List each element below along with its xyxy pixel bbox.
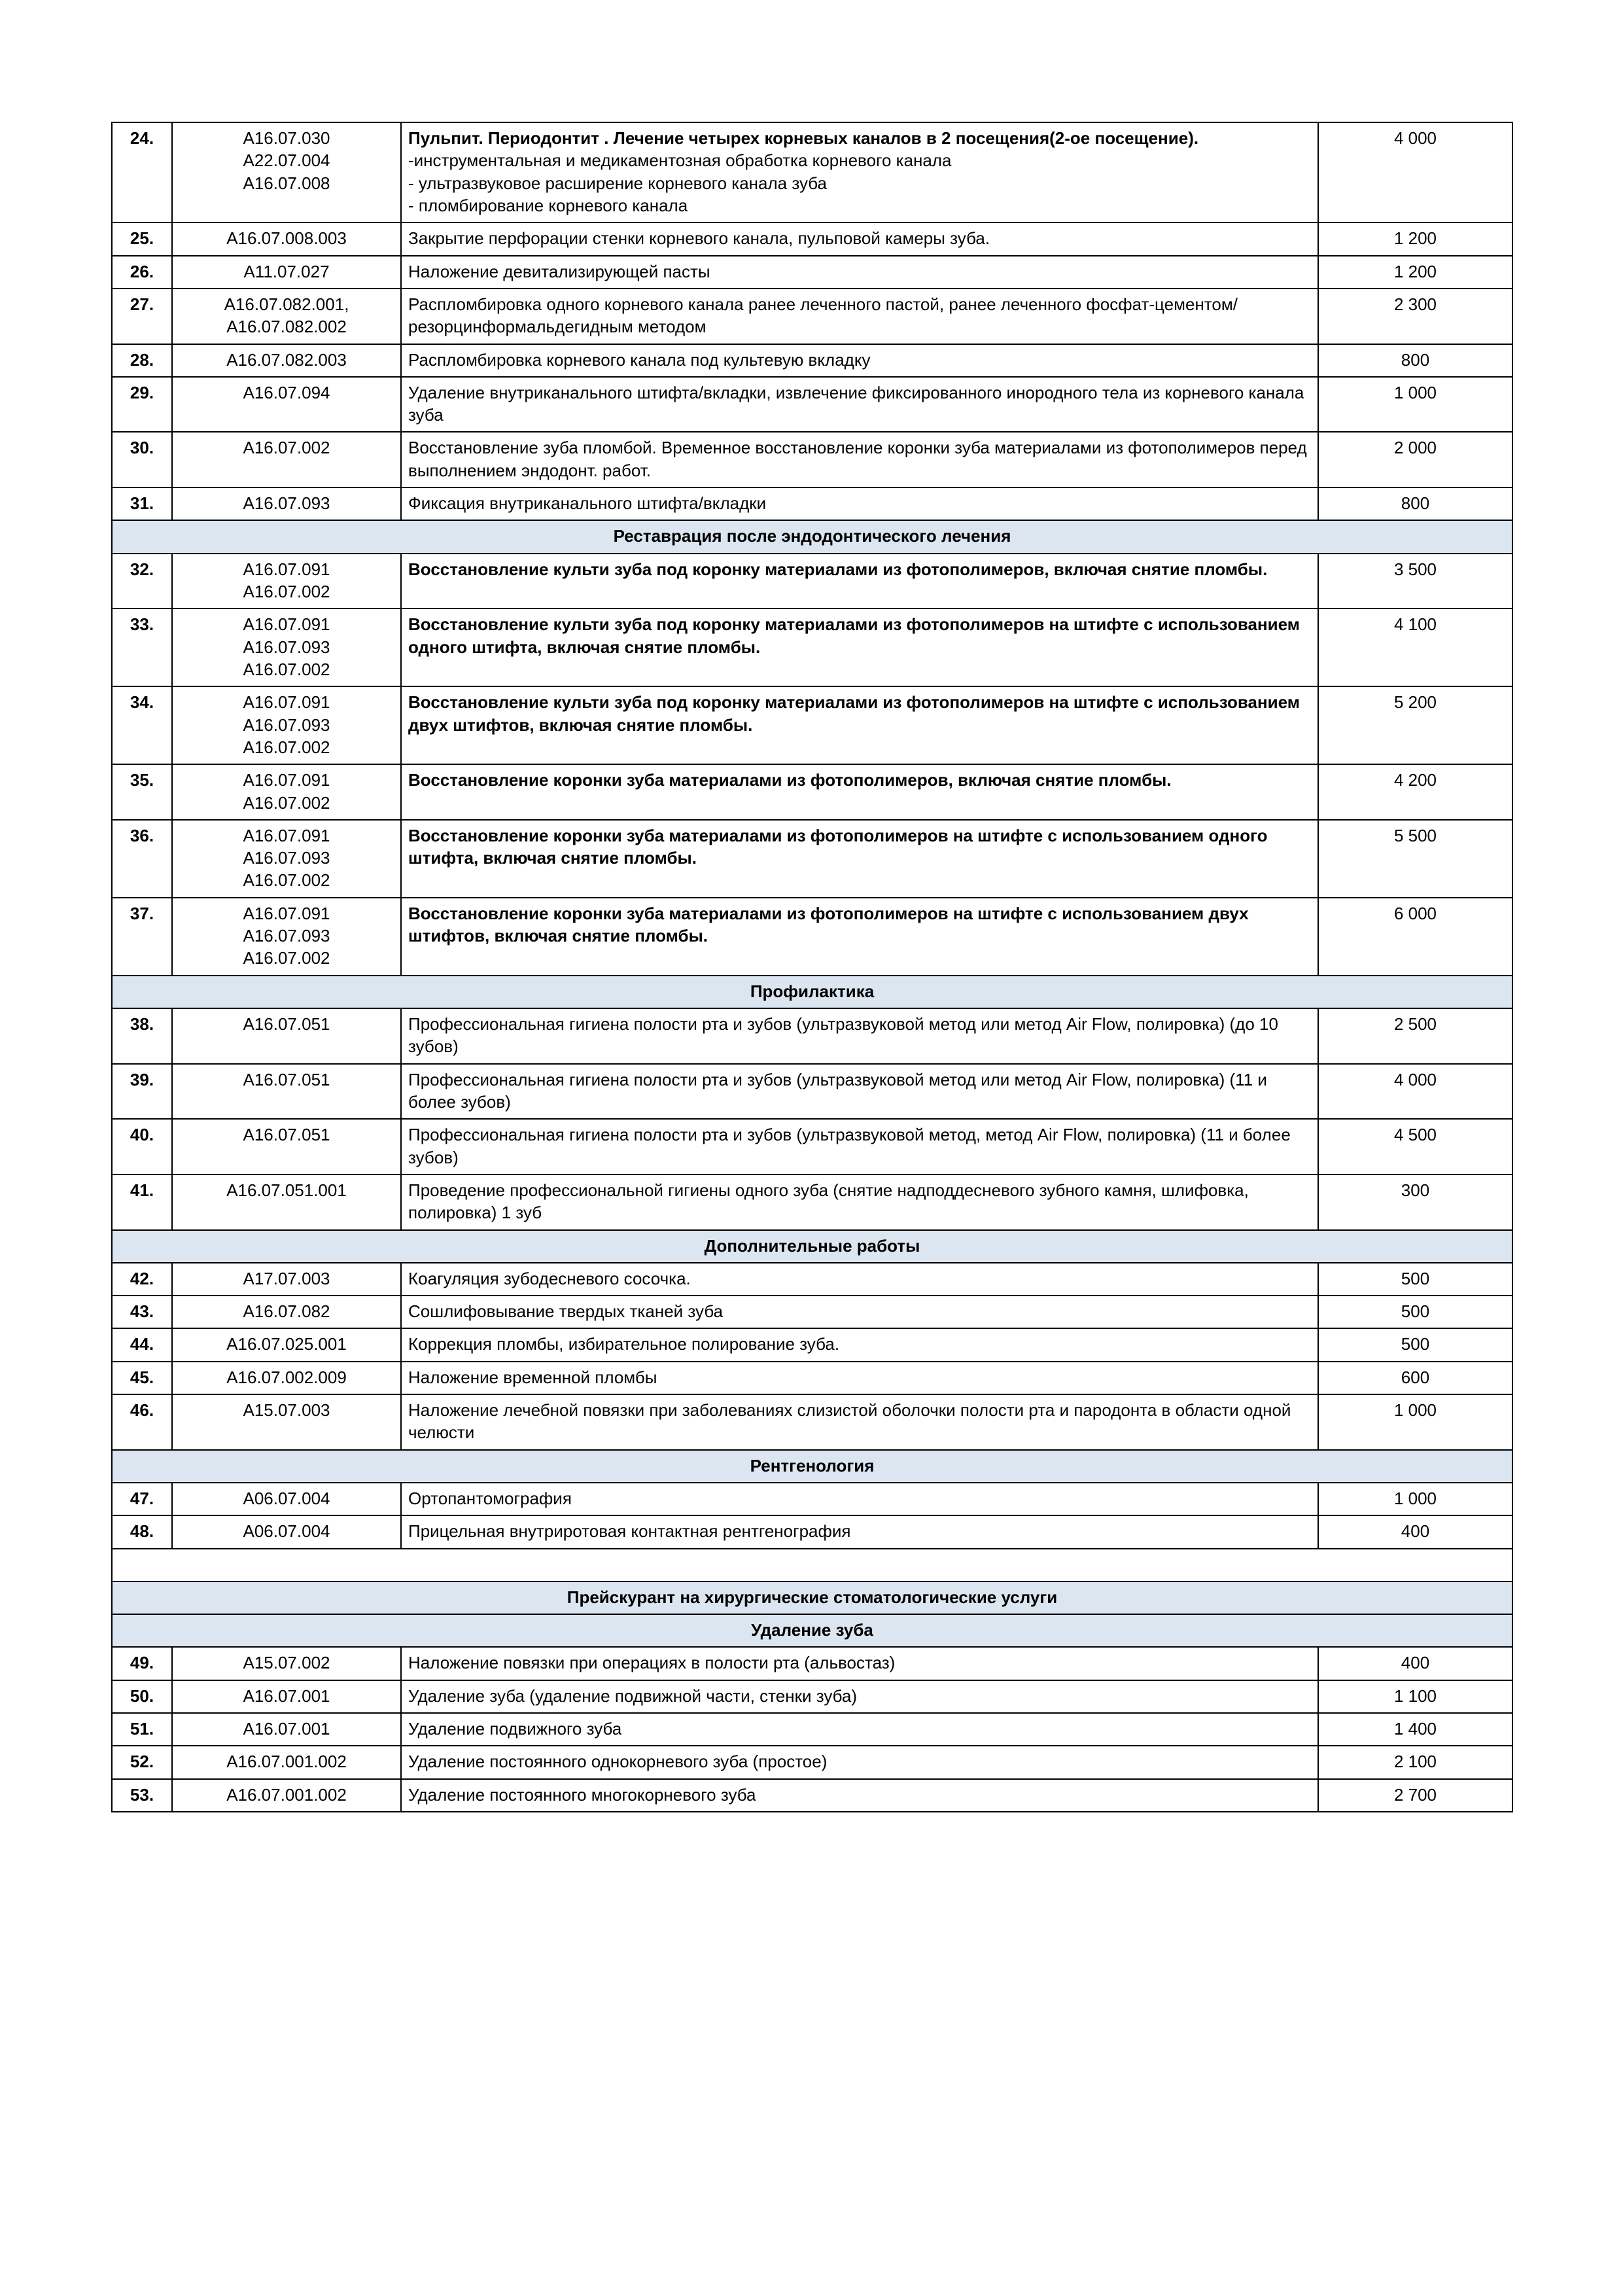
row-number: 27. bbox=[112, 289, 172, 344]
service-name-detail: -инструментальная и медикаментозная обработка корневого канала bbox=[408, 150, 952, 171]
service-name-main: Профессиональная гигиена полости рта и зубов (ультразвуковой метод или метод Air Flow, полировка) (до 10 зубов) bbox=[408, 1014, 1278, 1057]
service-price: 500 bbox=[1318, 1263, 1512, 1296]
table-row bbox=[112, 1394, 1512, 1450]
section-title: Рентгенология bbox=[112, 1450, 1512, 1483]
service-code-line: A16.07.002 bbox=[243, 737, 330, 757]
spacer-cell bbox=[112, 1549, 1512, 1581]
service-price: 1 000 bbox=[1318, 377, 1512, 433]
service-code-line: A16.07.051 bbox=[243, 1125, 330, 1145]
service-code-line: A16.07.025.001 bbox=[226, 1334, 347, 1354]
price-list-table bbox=[111, 122, 1513, 1812]
row-number: 32. bbox=[112, 554, 172, 609]
service-price: 800 bbox=[1318, 344, 1512, 377]
row-number: 29. bbox=[112, 377, 172, 433]
service-name-main: Фиксация внутриканального штифта/вкладки bbox=[408, 493, 767, 514]
row-number: 25. bbox=[112, 222, 172, 255]
row-number: 47. bbox=[112, 1483, 172, 1515]
row-number: 26. bbox=[112, 256, 172, 289]
service-name-main: Пульпит. Периодонтит . Лечение четырех корневых каналов в 2 посещения(2-ое посещение). bbox=[408, 128, 1199, 148]
table-row bbox=[112, 820, 1512, 898]
service-name-main: Удаление постоянного многокорневого зуба bbox=[408, 1784, 756, 1805]
row-number: 43. bbox=[112, 1296, 172, 1328]
service-code bbox=[172, 1515, 401, 1548]
service-name bbox=[401, 1746, 1318, 1778]
service-price: 3 500 bbox=[1318, 554, 1512, 609]
service-name bbox=[401, 1779, 1318, 1812]
service-code bbox=[172, 609, 401, 686]
table-row bbox=[112, 222, 1512, 255]
service-price: 1 200 bbox=[1318, 256, 1512, 289]
service-price: 1 400 bbox=[1318, 1713, 1512, 1746]
table-row bbox=[112, 1064, 1512, 1120]
service-code-line: A06.07.004 bbox=[243, 1489, 330, 1508]
service-code bbox=[172, 256, 401, 289]
row-number: 48. bbox=[112, 1515, 172, 1548]
service-price: 6 000 bbox=[1318, 898, 1512, 976]
price-list-body bbox=[112, 122, 1512, 1812]
service-code bbox=[172, 1394, 401, 1450]
service-name-main: Восстановление коронки зуба материалами из фотополимеров, включая снятие пломбы. bbox=[408, 770, 1172, 790]
service-price: 4 500 bbox=[1318, 1119, 1512, 1174]
service-code-line: A16.07.091 bbox=[243, 692, 330, 713]
service-name-main: Восстановление зуба пломбой. Временное восстановление коронки зуба материалами из фотополимеров перед выполнением эндодонт. работ. bbox=[408, 438, 1307, 480]
service-name-detail: - пломбирование корневого канала bbox=[408, 195, 688, 215]
service-name bbox=[401, 1515, 1318, 1548]
table-row bbox=[112, 1483, 1512, 1515]
table-row bbox=[112, 1296, 1512, 1328]
service-code-line: A16.07.002 bbox=[243, 870, 330, 891]
service-code bbox=[172, 898, 401, 976]
service-code-line: A15.07.002 bbox=[243, 1653, 330, 1673]
table-row bbox=[112, 1647, 1512, 1680]
section-header-row bbox=[112, 1614, 1512, 1647]
service-code-line: A16.07.002 bbox=[243, 659, 330, 679]
service-name bbox=[401, 764, 1318, 820]
service-price: 300 bbox=[1318, 1174, 1512, 1230]
service-name-main: Наложение девитализирующей пасты bbox=[408, 261, 710, 281]
service-code bbox=[172, 1647, 401, 1680]
service-name-main: Наложение временной пломбы bbox=[408, 1367, 657, 1387]
service-name bbox=[401, 1362, 1318, 1394]
service-price: 1 000 bbox=[1318, 1483, 1512, 1515]
service-name-main: Проведение профессиональной гигиены одного зуба (снятие надподдесневого зубного камня, шлифовка, полировка) 1 зуб bbox=[408, 1180, 1249, 1223]
row-number: 45. bbox=[112, 1362, 172, 1394]
service-code-line: A16.07.091 bbox=[243, 770, 330, 790]
service-code bbox=[172, 487, 401, 520]
service-price: 2 700 bbox=[1318, 1779, 1512, 1812]
service-name-main: Коррекция пломбы, избирательное полирование зуба. bbox=[408, 1334, 840, 1354]
service-name bbox=[401, 609, 1318, 686]
service-code-line: A16.07.030 bbox=[243, 128, 330, 148]
table-row bbox=[112, 487, 1512, 520]
row-number: 36. bbox=[112, 820, 172, 898]
service-price: 500 bbox=[1318, 1296, 1512, 1328]
service-name bbox=[401, 554, 1318, 609]
section-title: Дополнительные работы bbox=[112, 1230, 1512, 1263]
table-row bbox=[112, 1263, 1512, 1296]
service-name-main: Восстановление культи зуба под коронку материалами из фотополимеров на штифте с использованием одного штифта, включая снятие пломбы. bbox=[408, 614, 1300, 657]
service-name bbox=[401, 1174, 1318, 1230]
service-name bbox=[401, 1008, 1318, 1064]
service-name bbox=[401, 256, 1318, 289]
service-code-line: A16.07.002 bbox=[243, 948, 330, 968]
service-name bbox=[401, 1064, 1318, 1120]
service-code bbox=[172, 1483, 401, 1515]
service-price: 400 bbox=[1318, 1647, 1512, 1680]
service-name bbox=[401, 289, 1318, 344]
service-name bbox=[401, 1296, 1318, 1328]
service-code-line: A16.07.091 bbox=[243, 903, 330, 923]
service-name-main: Удаление подвижного зуба bbox=[408, 1718, 622, 1739]
row-number: 24. bbox=[112, 122, 172, 222]
table-row bbox=[112, 344, 1512, 377]
table-row bbox=[112, 1680, 1512, 1713]
service-name-detail: - ультразвуковое расширение корневого канала зуба bbox=[408, 173, 828, 193]
row-number: 49. bbox=[112, 1647, 172, 1680]
table-row bbox=[112, 1779, 1512, 1812]
row-number: 31. bbox=[112, 487, 172, 520]
table-row bbox=[112, 432, 1512, 487]
section-header-row bbox=[112, 1450, 1512, 1483]
table-row bbox=[112, 898, 1512, 976]
service-name-main: Восстановление культи зуба под коронку материалами из фотополимеров, включая снятие пломбы. bbox=[408, 559, 1268, 579]
service-code bbox=[172, 1008, 401, 1064]
service-code bbox=[172, 344, 401, 377]
row-number: 37. bbox=[112, 898, 172, 976]
service-code-line: A16.07.091 bbox=[243, 614, 330, 635]
service-code-line: A16.07.051 bbox=[243, 1069, 330, 1089]
service-name-main: Коагуляция зубодесневого сосочка. bbox=[408, 1268, 691, 1288]
service-name-main: Наложение повязки при операциях в полости рта (альвостаз) bbox=[408, 1653, 896, 1673]
service-code-line: A16.07.082.003 bbox=[226, 349, 347, 370]
service-code-line: A16.07.002 bbox=[243, 438, 330, 458]
service-name bbox=[401, 487, 1318, 520]
service-code-line: A16.07.051 bbox=[243, 1014, 330, 1034]
service-name-main: Удаление зуба (удаление подвижной части, стенки зуба) bbox=[408, 1686, 858, 1706]
service-price: 1 200 bbox=[1318, 222, 1512, 255]
service-price: 1 100 bbox=[1318, 1680, 1512, 1713]
table-row bbox=[112, 764, 1512, 820]
section-title: Прейскурант на хирургические стоматологические услуги bbox=[112, 1581, 1512, 1614]
service-code bbox=[172, 1174, 401, 1230]
table-row bbox=[112, 1746, 1512, 1778]
row-number: 40. bbox=[112, 1119, 172, 1174]
service-name-main: Восстановление коронки зуба материалами из фотополимеров на штифте с использованием двух штифтов, включая снятие пломбы. bbox=[408, 903, 1249, 946]
service-name bbox=[401, 344, 1318, 377]
service-name-main: Профессиональная гигиена полости рта и зубов (ультразвуковой метод, метод Air Flow, полировка) (11 и более зубов) bbox=[408, 1125, 1291, 1167]
row-number: 34. bbox=[112, 686, 172, 764]
service-code-line: A16.07.091 bbox=[243, 825, 330, 845]
service-name bbox=[401, 1394, 1318, 1450]
service-code bbox=[172, 1119, 401, 1174]
table-row bbox=[112, 289, 1512, 344]
service-code-line: A16.07.002.009 bbox=[226, 1367, 347, 1387]
table-row bbox=[112, 1328, 1512, 1361]
service-code-line: A11.07.027 bbox=[243, 261, 330, 281]
service-code bbox=[172, 1064, 401, 1120]
service-name bbox=[401, 1328, 1318, 1361]
table-row bbox=[112, 686, 1512, 764]
service-code bbox=[172, 1779, 401, 1812]
service-price: 2 100 bbox=[1318, 1746, 1512, 1778]
service-code-line: A16.07.001.002 bbox=[226, 1752, 347, 1772]
service-name bbox=[401, 820, 1318, 898]
service-name bbox=[401, 1647, 1318, 1680]
service-code-line: A16.07.002 bbox=[243, 792, 330, 813]
service-name-main: Удаление внутриканального штифта/вкладки, извлечение фиксированного инородного тела из корневого канала зуба bbox=[408, 382, 1304, 425]
service-code-line: A16.07.008.003 bbox=[226, 228, 347, 249]
spacer-row bbox=[112, 1549, 1512, 1581]
service-name bbox=[401, 1483, 1318, 1515]
service-name-main: Наложение лечебной повязки при заболеваниях слизистой оболочки полости рта и пародонта в области одной челюсти bbox=[408, 1400, 1291, 1443]
service-code-line: A06.07.004 bbox=[243, 1521, 330, 1542]
row-number: 28. bbox=[112, 344, 172, 377]
service-code-line: A16.07.093 bbox=[243, 715, 330, 735]
service-code bbox=[172, 820, 401, 898]
service-code bbox=[172, 1263, 401, 1296]
section-header-row bbox=[112, 1230, 1512, 1263]
table-row bbox=[112, 1008, 1512, 1064]
section-header-row bbox=[112, 976, 1512, 1008]
service-price: 5 500 bbox=[1318, 820, 1512, 898]
service-name bbox=[401, 122, 1318, 222]
service-code bbox=[172, 377, 401, 433]
service-price: 2 300 bbox=[1318, 289, 1512, 344]
service-code bbox=[172, 289, 401, 344]
service-code-line: A15.07.003 bbox=[243, 1400, 330, 1421]
table-row bbox=[112, 1174, 1512, 1230]
service-code-line: A16.07.001.002 bbox=[226, 1784, 347, 1805]
service-code-line: A16.07.093 bbox=[243, 848, 330, 868]
service-code-line: A22.07.004 bbox=[243, 150, 330, 171]
service-code bbox=[172, 1328, 401, 1361]
service-code-line: A16.07.001 bbox=[243, 1718, 330, 1739]
row-number: 33. bbox=[112, 609, 172, 686]
service-code-line: A16.07.093 bbox=[243, 637, 330, 657]
section-title: Профилактика bbox=[112, 976, 1512, 1008]
service-code bbox=[172, 764, 401, 820]
service-code-line: A16.07.002 bbox=[243, 582, 330, 601]
table-row bbox=[112, 1515, 1512, 1548]
service-name bbox=[401, 222, 1318, 255]
service-price: 4 000 bbox=[1318, 122, 1512, 222]
service-code bbox=[172, 1680, 401, 1713]
section-title: Реставрация после эндодонтического лечения bbox=[112, 520, 1512, 553]
row-number: 51. bbox=[112, 1713, 172, 1746]
service-code-line: A16.07.094 bbox=[243, 382, 330, 402]
table-row bbox=[112, 1713, 1512, 1746]
service-price: 2 000 bbox=[1318, 432, 1512, 487]
service-price: 5 200 bbox=[1318, 686, 1512, 764]
service-code bbox=[172, 1713, 401, 1746]
service-code bbox=[172, 686, 401, 764]
service-code-line: A16.07.082 bbox=[243, 1301, 330, 1322]
service-price: 1 000 bbox=[1318, 1394, 1512, 1450]
service-code-line: A17.07.003 bbox=[243, 1268, 330, 1288]
service-name-main: Восстановление коронки зуба материалами из фотополимеров на штифте с использованием одного штифта, включая снятие пломбы. bbox=[408, 825, 1268, 868]
service-name-main: Распломбировка корневого канала под культевую вкладку bbox=[408, 349, 871, 370]
service-code bbox=[172, 554, 401, 609]
table-row bbox=[112, 1362, 1512, 1394]
service-price: 500 bbox=[1318, 1328, 1512, 1361]
service-name bbox=[401, 898, 1318, 976]
service-name-main: Закрытие перфорации стенки корневого канала, пульповой камеры зуба. bbox=[408, 228, 990, 249]
table-row bbox=[112, 256, 1512, 289]
service-name-main: Удаление постоянного однокорневого зуба (простое) bbox=[408, 1752, 828, 1772]
service-code-line: A16.07.051.001 bbox=[226, 1180, 347, 1200]
service-code-line: A16.07.091 bbox=[243, 559, 330, 579]
table-row bbox=[112, 554, 1512, 609]
row-number: 38. bbox=[112, 1008, 172, 1064]
table-row bbox=[112, 609, 1512, 686]
service-name bbox=[401, 686, 1318, 764]
service-code bbox=[172, 122, 401, 222]
service-price: 400 bbox=[1318, 1515, 1512, 1548]
table-row bbox=[112, 1119, 1512, 1174]
service-price: 800 bbox=[1318, 487, 1512, 520]
row-number: 35. bbox=[112, 764, 172, 820]
service-code bbox=[172, 1296, 401, 1328]
service-name bbox=[401, 432, 1318, 487]
row-number: 53. bbox=[112, 1779, 172, 1812]
row-number: 41. bbox=[112, 1174, 172, 1230]
service-name-main: Профессиональная гигиена полости рта и зубов (ультразвуковой метод или метод Air Flow, полировка) (11 и более зубов) bbox=[408, 1069, 1267, 1112]
service-code bbox=[172, 1362, 401, 1394]
table-row bbox=[112, 377, 1512, 433]
service-name bbox=[401, 1680, 1318, 1713]
row-number: 52. bbox=[112, 1746, 172, 1778]
table-row bbox=[112, 122, 1512, 222]
service-price: 4 100 bbox=[1318, 609, 1512, 686]
service-code-line: A16.07.093 bbox=[243, 926, 330, 946]
service-code-line: A16.07.001 bbox=[243, 1686, 330, 1706]
row-number: 42. bbox=[112, 1263, 172, 1296]
section-header-row bbox=[112, 520, 1512, 553]
service-name-main: Прицельная внутриротовая контактная рентгенография bbox=[408, 1521, 851, 1542]
service-name-main: Сошлифовывание твердых тканей зуба bbox=[408, 1301, 724, 1322]
service-code-line: A16.07.008 bbox=[243, 173, 330, 193]
service-code-line: A16.07.082.001, bbox=[224, 294, 349, 314]
row-number: 50. bbox=[112, 1680, 172, 1713]
service-code-line: A16.07.082.002 bbox=[226, 317, 347, 337]
section-header-row bbox=[112, 1581, 1512, 1614]
service-code bbox=[172, 1746, 401, 1778]
row-number: 46. bbox=[112, 1394, 172, 1450]
section-title: Удаление зуба bbox=[112, 1614, 1512, 1647]
service-name bbox=[401, 1119, 1318, 1174]
row-number: 30. bbox=[112, 432, 172, 487]
service-name bbox=[401, 377, 1318, 433]
service-price: 600 bbox=[1318, 1362, 1512, 1394]
row-number: 39. bbox=[112, 1064, 172, 1120]
service-name-main: Распломбировка одного корневого канала ранее леченного пастой, ранее леченного фосфат-цементом/ резорцинформальдегидным методом bbox=[408, 294, 1238, 337]
service-price: 4 200 bbox=[1318, 764, 1512, 820]
service-name bbox=[401, 1263, 1318, 1296]
service-price: 2 500 bbox=[1318, 1008, 1512, 1064]
service-name-main: Восстановление культи зуба под коронку материалами из фотополимеров на штифте с использованием двух штифтов, включая снятие пломбы. bbox=[408, 692, 1300, 735]
row-number: 44. bbox=[112, 1328, 172, 1361]
service-name-main: Ортопантомография bbox=[408, 1489, 572, 1508]
service-code-line: A16.07.093 bbox=[243, 493, 330, 514]
service-code bbox=[172, 222, 401, 255]
service-price: 4 000 bbox=[1318, 1064, 1512, 1120]
service-name bbox=[401, 1713, 1318, 1746]
service-code bbox=[172, 432, 401, 487]
